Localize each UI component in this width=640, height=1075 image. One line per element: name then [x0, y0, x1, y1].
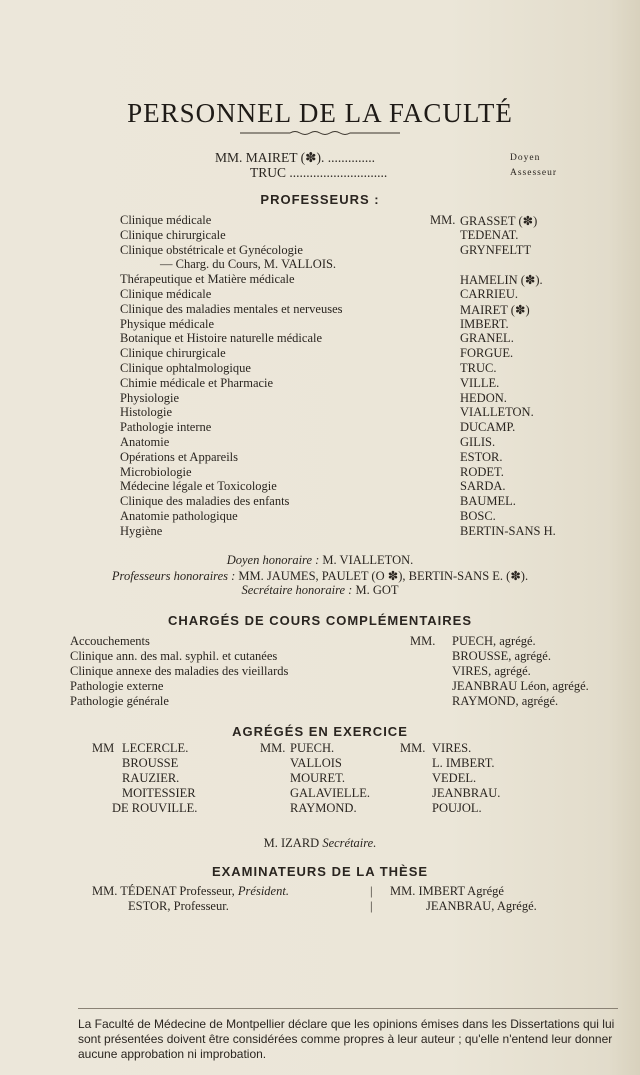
professeurs-honoraires: Professeurs honoraires : MM. JAUMES, PAULET (O ✽), BERTIN-SANS E. (✽).	[111, 569, 529, 583]
assessor-line: TRUC .............................	[250, 165, 388, 180]
assessor-role: Assesseur	[510, 168, 557, 178]
agrege-name: VEDEL.	[432, 771, 477, 785]
chair-label: Clinique des maladies mentales et nerveuses	[120, 301, 343, 316]
professeur-name: HEDON.	[460, 390, 507, 405]
professeur-row	[120, 361, 600, 376]
professeur-row	[120, 450, 600, 465]
agrege-name: DE ROUVILLE.	[112, 801, 198, 815]
course-name: VIRES, agrégé.	[452, 664, 531, 678]
separator-bar: |	[370, 899, 373, 913]
professeur-name: VIALLETON.	[460, 405, 534, 420]
examinateur-president: MM. TÉDENAT Professeur, Président.	[92, 884, 289, 898]
chair-label: Clinique des maladies des enfants	[120, 494, 290, 509]
agrege-name: L. IMBERT.	[432, 756, 495, 770]
examinateurs-heading: EXAMINATEURS DE LA THÈSE	[211, 864, 429, 879]
agrege-name: MOITESSIER	[122, 786, 196, 800]
professeur-name: DUCAMP.	[460, 420, 516, 435]
chair-label: Opérations et Appareils	[120, 449, 239, 464]
agrege-name: LECERCLE.	[122, 741, 189, 755]
dean-role: Doyen	[510, 153, 541, 163]
professeur-name: IMBERT.	[460, 316, 509, 331]
professeur-row	[120, 376, 600, 391]
course-name: PUECH, agrégé.	[452, 634, 536, 648]
professeur-name: MAIRET (✽)	[460, 302, 530, 317]
chair-label: Physiologie	[120, 390, 180, 405]
chair-label: Pathologie interne	[120, 420, 212, 435]
professeur-name: FORGUE.	[460, 346, 514, 361]
chair-label: Physique médicale	[120, 316, 215, 331]
professeur-name: TEDENAT.	[460, 227, 519, 242]
professeur-name: VILLE.	[460, 375, 500, 390]
chair-label: Hygiène	[120, 523, 163, 538]
chair-label: Clinique médicale	[120, 287, 212, 301]
chair-label: Clinique ophtalmologique	[120, 361, 251, 375]
chair-label: Clinique chirurgicale	[120, 346, 226, 361]
chair-label: Anatomie	[120, 435, 170, 449]
chair-label: Clinique chirurgicale	[120, 227, 226, 242]
agrege-name: RAYMOND.	[290, 801, 357, 815]
professeur-name: RODET.	[460, 464, 504, 479]
notice-rule	[78, 1008, 618, 1009]
course-label: Pathologie externe	[70, 679, 164, 693]
professeur-name: HAMELIN (✽).	[460, 273, 543, 288]
examinateur-2: ESTOR, Professeur.	[128, 899, 229, 913]
chair-label: Microbiologie	[120, 464, 192, 479]
professeurs-mm-label: MM.	[430, 213, 456, 227]
agrege-name: RAUZIER.	[122, 771, 180, 785]
chair-label: Anatomie pathologique	[120, 509, 238, 523]
agrege-name: BROUSSE	[122, 756, 179, 770]
professeur-name: GRANEL.	[460, 331, 514, 346]
complementaire-row	[70, 649, 630, 664]
agrege-name: PUECH.	[290, 741, 335, 755]
professeur-name: SARDA.	[460, 479, 506, 494]
professeur-name: BOSC.	[460, 509, 496, 523]
agrege-name: JEANBRAU.	[432, 786, 501, 800]
professeur-row	[120, 257, 600, 272]
course-label: Pathologie générale	[70, 694, 169, 708]
examinateur-3: MM. IMBERT Agrégé	[390, 884, 504, 898]
professeur-row	[120, 435, 600, 450]
professeur-row	[120, 509, 600, 524]
chair-label: — Charg. du Cours, M. VALLOIS.	[160, 257, 337, 272]
agrege-name: VIRES.	[432, 741, 472, 755]
professeur-row	[120, 243, 600, 258]
chair-label: Clinique médicale	[120, 213, 212, 227]
complementaire-row	[70, 634, 630, 649]
chair-label: Clinique obstétricale et Gynécologie	[120, 242, 303, 257]
separator-bar: |	[370, 884, 373, 898]
professeur-row	[120, 302, 600, 317]
professeur-name: TRUC.	[460, 361, 497, 375]
professeur-name: GILIS.	[460, 435, 496, 449]
course-label: Clinique ann. des mal. syphil. et cutanées	[70, 649, 278, 663]
professeur-row	[120, 405, 600, 420]
course-label: Clinique annexe des maladies des vieillards	[70, 664, 289, 678]
agrege-name: VALLOIS	[290, 756, 342, 770]
professeur-name: BAUMEL.	[460, 494, 516, 509]
faculty-notice: La Faculté de Médecine de Montpellier déclare que les opinions émises dans les Dissertations qui lui sont présentées doivent être considérées comme propres à leur auteur ; qu'elle n'entend leur donner aucune approbation ni improbation.	[78, 1017, 615, 1061]
complementaire-row	[70, 694, 630, 709]
agreges-heading: AGRÉGÉS EN EXERCICE	[232, 724, 408, 739]
professeur-row	[120, 287, 600, 302]
course-name: RAYMOND, agrégé.	[452, 694, 559, 708]
professeur-row	[120, 479, 600, 494]
professeur-row	[120, 494, 600, 509]
professeurs-heading: PROFESSEURS :	[260, 192, 380, 207]
professeur-row	[120, 465, 600, 480]
complementaires-heading: CHARGÉS DE COURS COMPLÉMENTAIRES	[167, 613, 473, 628]
complementaire-row	[70, 679, 630, 694]
doyen-honoraire: Doyen honoraire : M. VIALLETON.	[226, 553, 414, 567]
professeur-row	[120, 317, 600, 332]
examinateur-4: JEANBRAU, Agrégé.	[426, 899, 537, 913]
chair-label: Botanique et Histoire naturelle médicale	[120, 331, 323, 346]
secretaire-honoraire: Secrétaire honoraire : M. GOT	[241, 583, 399, 597]
agrege-name: GALAVIELLE.	[290, 786, 370, 800]
professeur-name: CARRIEU.	[460, 287, 518, 301]
page-title: PERSONNEL DE LA FACULTÉ	[127, 98, 513, 128]
agreges-secretaire: M. IZARD Secrétaire.	[263, 836, 377, 850]
professeur-row	[120, 272, 600, 287]
professeur-row	[120, 391, 600, 406]
chair-label: Médecine légale et Toxicologie	[120, 479, 277, 494]
ornament-divider	[240, 128, 400, 138]
course-name: BROUSSE, agrégé.	[452, 649, 551, 663]
professeur-row	[120, 420, 600, 435]
professeur-row	[120, 228, 600, 243]
complementaire-row	[70, 664, 630, 679]
agrege-name: POUJOL.	[432, 801, 482, 815]
dean-line: MM. MAIRET (✽). ..............	[215, 150, 375, 165]
professeur-name: ESTOR.	[460, 449, 503, 464]
professeur-row	[120, 524, 600, 539]
professeur-name: GRASSET (✽)	[460, 214, 538, 228]
agrege-name: MOURET.	[290, 771, 345, 785]
course-name: JEANBRAU Léon, agrégé.	[452, 679, 589, 693]
chair-label: Chimie médicale et Pharmacie	[120, 375, 274, 390]
chair-label: Thérapeutique et Matière médicale	[120, 272, 295, 287]
document-page: PERSONNEL DE LA FACULTÉ MM. MAIRET (✽). .............. Doyen TRUC ............................. Assesseur PROFESSEURS : Clinique médicale GRASSET (✽) Clinique chirurgicale TEDENAT. Clinique obstétricale et Gynécologie GRYNFELTT — Charg. du Cours, M. VALLOIS. Thérapeutique et Matière médicale HAMELIN (✽). Clinique médicale CARRIEU. Clinique des maladies mentales et nerveuses MAIRET (✽) Physique médicale IMBERT. Botanique et Histoire naturelle médicale GRANEL. Clinique chirurgicale FORGUE. Clinique ophtalmologique TRUC. Chimie médicale et Pharmacie VILLE. Physiologie HEDON. Histologie VIALLETON. Pathologie interne DUCAMP. Anatomie GILIS. Opérations et Appareils ESTOR. Microbiologie RODET. Médecine légale et Toxicologie SARDA. Clinique des maladies des enfants BAUMEL. Anatomie pathologique BOSC. Hygiène BERTIN-SANS H. MM. Doyen honoraire : M. VIALLETON. Professeurs honoraires : MM. JAUMES, PAULET (O ✽), BERTIN-SANS E. (✽). Secrétaire honoraire : M. GOT CHARGÉS DE COURS COMPLÉMENTAIRES Accouchements PUECH, agrégé. Clinique ann. des mal. syphil. et cutanées BROUSSE, agrégé. Clinique annexe des maladies des vieillards VIRES, agrégé. Pathologie externe JEANBRAU Léon, agrégé. Pathologie générale RAYMOND, agrégé. MM. AGRÉGÉS EN EXERCICE MM LECERCLE. BROUSSE RAUZIER. MOITESSIER DE ROUVILLE. MM. PUECH. VALLOIS MOURET. GALAVIELLE. RAYMOND. MM. VIRES. L. IMBERT. VEDEL. JEANBRAU. POUJOL. M. IZARD Secrétaire. EXAMINATEURS DE LA THÈSE MM. TÉDENAT Professeur, Président. ESTOR, Professeur. | | MM. IMBERT Agrégé JEANBRAU, Agrégé. La Faculté de Médecine de Montpellier déclare que les opinions émises dans les Dissertations qui lui sont présentées doivent être considérées comme propres à leur auteur ; qu'elle n'entend leur donner aucune approbation ni improbation.	[0, 0, 640, 1075]
chair-label: Histologie	[120, 405, 173, 420]
professeur-row	[120, 346, 600, 361]
course-label: Accouchements	[70, 634, 150, 648]
professeur-name: GRYNFELTT	[460, 242, 532, 257]
professeur-name: BERTIN-SANS H.	[460, 523, 556, 538]
professeur-row	[120, 331, 600, 346]
